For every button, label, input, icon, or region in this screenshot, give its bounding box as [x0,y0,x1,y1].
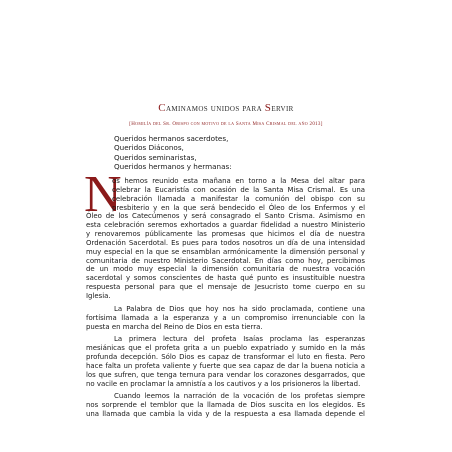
title-initial-c: C [158,102,166,114]
text-line: presbiterio y en la que será bendecido el Óleo de los Enfermos y el [112,203,365,212]
text-line: los que sufren, que tenga ternura para vendar los corazones desgarrados, que [86,370,365,379]
text-line: nos sorprende el temblor que la llamada de Dios suscita en los elegidos. Es [86,401,365,410]
text-line: Óleo de los Catecúmenos y será consagrado el Santo Crisma. Asimismo en [86,212,365,221]
title-initial-s: S [264,102,272,114]
text-line: sacerdotal y somos conscientes de hasta qué punto es insustituible nuestra [86,274,365,283]
text-line: La primera lectura del profeta Isaías proclama las esperanzas [114,335,365,344]
salutation-line: Queridos seminaristas, [114,152,197,162]
title-end: ervir [271,104,294,114]
text-line: y renovaremos públicamente las promesas que hicimos el día de nuestra [86,230,365,239]
salutation-line: Queridos Diáconos, [114,143,184,153]
text-line: Iglesia. [86,291,111,300]
salutations [114,134,232,172]
paragraph-3 [86,335,365,388]
paragraph-1 [86,177,365,301]
text-line: celebrar la Eucaristía con ocasión de la Santa Misa Crismal. Es una [112,185,365,194]
text-line: fortísima llamada a la esperanza y a un compromiso irrenunciable con la [86,313,365,322]
text-line: os hemos reunido esta mañana en torno a la Mesa del altar para [112,177,365,185]
text-line: una llamada que cambia la vida y de la respuesta a esa llamada depende el [86,410,365,419]
paragraph-2 [86,305,365,332]
homily-subtitle: [Homilía del Sr. Obispo con motivo de la Santa Misa Crismal del año 2013] [129,122,323,127]
text-line: respuesta personal para que el mensaje de Jesucristo tome cuerpo en su [86,283,365,292]
text-line: puesta en marcha del Reino de Dios en esta tierra. [86,322,263,331]
text-line: muy especial en la que se ensamblan armónicamente la dimensión personal y [86,247,365,256]
text-line: hace falta un profeta valiente y fuerte que sea capaz de dar la buena noticia a [86,361,365,370]
text-line: esta celebración seremos exhortados a guardar fidelidad a nuestro Ministerio [86,221,365,230]
text-line: no vacile en proclamar la amnistía a los cautivos y a los prisioneros la libertad. [86,379,361,388]
text-line: comunitaria de nuestro Ministerio Sacerdotal. En días como hoy, percibimos [86,256,365,265]
title-mid: aminamos unidos para [165,104,265,114]
text-line: de un modo muy especial la dimensión comunitaria de nuestra vocación [86,265,365,274]
text-line: Ordenación Sacerdotal. Es pues para todos nosotros un día de una intensidad [86,238,365,247]
paragraph-4 [86,392,365,419]
drop-cap: N [84,166,122,223]
salutation-line: Queridos hermanos sacerdotes, [114,134,229,143]
text-line: Cuando leemos la narración de la vocación de los profetas siempre [114,392,365,401]
text-line: mesiánicas que el profeta grita a un pueblo expatriado y sumido en la más [86,344,365,353]
salutation-line: Queridos hermanos y hermanas: [114,162,232,172]
text-line: celebración llamada a manifestar la comunión del obispo con su [112,194,365,203]
homily-title [0,102,452,115]
homily-body [86,177,365,423]
text-line: La Palabra de Dios que hoy nos ha sido proclamada, contiene una [114,304,365,313]
text-line: profunda decepción. Sólo Dios es capaz de transformar el luto en fiesta. Pero [86,353,365,362]
